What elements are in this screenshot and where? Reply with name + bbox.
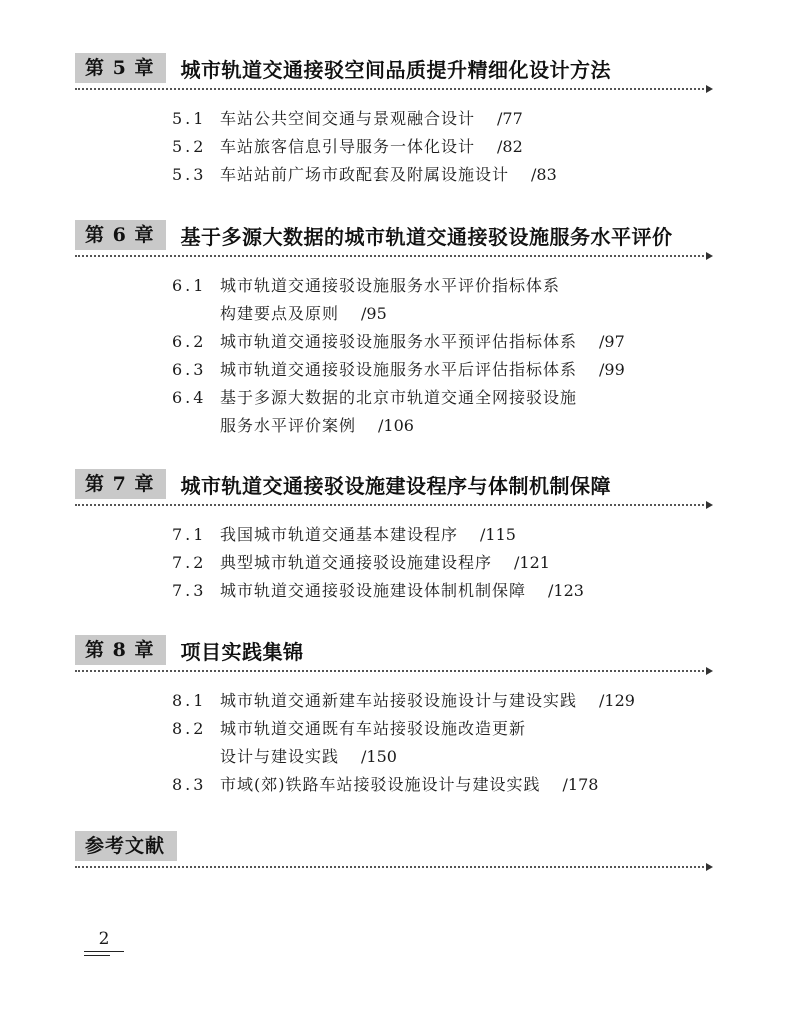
section-number: 6.2 — [172, 332, 207, 351]
chapter-title: 基于多源大数据的城市轨道交通接驳设施服务水平评价 — [180, 224, 673, 249]
toc-entries — [172, 272, 732, 440]
toc-entry[interactable] — [172, 105, 732, 133]
section-title: 车站旅客信息引导服务一体化设计 — [220, 137, 476, 156]
section-title: 我国城市轨道交通基本建设程序 — [220, 525, 459, 544]
toc-entry[interactable] — [172, 771, 732, 799]
section-title: 设计与建设实践 — [220, 747, 340, 766]
page-ref: /97 — [599, 332, 625, 351]
toc-entry-continuation[interactable] — [172, 300, 732, 328]
chapter-title: 城市轨道交通接驳空间品质提升精细化设计方法 — [180, 57, 611, 82]
toc-entry-continuation[interactable] — [172, 412, 732, 440]
chapter-heading — [75, 633, 303, 667]
toc-entries — [172, 105, 732, 189]
section-number: 5.3 — [172, 165, 207, 184]
page-ref: /121 — [514, 553, 550, 572]
section-title: 基于多源大数据的北京市轨道交通全网接驳设施 — [220, 388, 578, 407]
references-heading[interactable] — [75, 829, 177, 863]
dotted-rule — [75, 670, 711, 672]
section-number: 6.3 — [172, 360, 207, 379]
section-title: 城市轨道交通接驳设施服务水平后评估指标体系 — [220, 360, 578, 379]
toc-entry-continuation[interactable] — [172, 743, 732, 771]
dotted-rule — [75, 504, 711, 506]
rule-arrow-icon — [706, 85, 713, 93]
page-number-underline — [84, 955, 110, 956]
toc-entry[interactable] — [172, 384, 732, 412]
rule-arrow-icon — [706, 501, 713, 509]
chapter-label: 第 8 章 — [75, 635, 166, 665]
section-title: 车站公共空间交通与景观融合设计 — [220, 109, 476, 128]
section-number: 7.2 — [172, 553, 207, 572]
toc-entry[interactable] — [172, 521, 732, 549]
section-number: 7.3 — [172, 581, 207, 600]
page-ref: /77 — [497, 109, 523, 128]
section-title: 城市轨道交通接驳设施服务水平评价指标体系 — [220, 276, 561, 295]
toc-entries — [172, 687, 732, 799]
section-number: 8.1 — [172, 691, 207, 710]
rule-arrow-icon — [706, 252, 713, 260]
chapter-heading — [75, 218, 672, 252]
section-title: 城市轨道交通接驳设施建设体制机制保障 — [220, 581, 527, 600]
section-title: 服务水平评价案例 — [220, 416, 357, 435]
references-label: 参考文献 — [75, 831, 177, 861]
dotted-rule — [75, 255, 711, 257]
section-number: 5.2 — [172, 137, 207, 156]
section-title: 城市轨道交通既有车站接驳设施改造更新 — [220, 719, 527, 738]
toc-entry[interactable] — [172, 328, 732, 356]
section-number: 5.1 — [172, 109, 207, 128]
page-ref: /178 — [562, 775, 599, 794]
page-ref: /83 — [531, 165, 557, 184]
section-number: 8.2 — [172, 719, 207, 738]
section-title: 车站站前广场市政配套及附属设施设计 — [220, 165, 510, 184]
section-title: 市域(郊)铁路车站接驳设施设计与建设实践 — [220, 775, 541, 794]
toc-entry[interactable] — [172, 715, 732, 743]
page-ref: /129 — [599, 691, 635, 710]
toc-entry[interactable] — [172, 161, 732, 189]
page-ref: /82 — [497, 137, 523, 156]
section-number: 7.1 — [172, 525, 207, 544]
page-number: 2 — [98, 929, 110, 949]
chapter-heading — [75, 51, 611, 85]
toc-entries — [172, 521, 732, 605]
rule-arrow-icon — [706, 863, 713, 871]
chapter-title: 项目实践集锦 — [180, 639, 304, 664]
dotted-rule — [75, 88, 711, 90]
toc-entry[interactable] — [172, 133, 732, 161]
section-title: 典型城市轨道交通接驳设施建设程序 — [220, 553, 493, 572]
toc-entry[interactable] — [172, 577, 732, 605]
chapter-label: 第 5 章 — [75, 53, 166, 83]
toc-entry[interactable] — [172, 549, 732, 577]
chapter-title: 城市轨道交通接驳设施建设程序与体制机制保障 — [180, 473, 611, 498]
rule-arrow-icon — [706, 667, 713, 675]
dotted-rule — [75, 866, 711, 868]
section-number: 6.1 — [172, 276, 207, 295]
toc-entry[interactable] — [172, 687, 732, 715]
section-number: 8.3 — [172, 775, 207, 794]
section-title: 构建要点及原则 — [220, 304, 340, 323]
page-ref: /106 — [378, 416, 414, 435]
section-title: 城市轨道交通接驳设施服务水平预评估指标体系 — [220, 332, 578, 351]
page-ref: /99 — [599, 360, 625, 379]
page-ref: /95 — [361, 304, 387, 323]
section-title: 城市轨道交通新建车站接驳设施设计与建设实践 — [220, 691, 578, 710]
section-number: 6.4 — [172, 388, 207, 407]
toc-entry[interactable] — [172, 272, 732, 300]
chapter-label: 第 7 章 — [75, 469, 166, 499]
page-ref: /115 — [480, 525, 516, 544]
chapter-label: 第 6 章 — [75, 220, 166, 250]
page-number-underline — [84, 951, 124, 952]
chapter-heading — [75, 467, 611, 501]
page-ref: /123 — [548, 581, 584, 600]
page-ref: /150 — [361, 747, 397, 766]
toc-entry[interactable] — [172, 356, 732, 384]
